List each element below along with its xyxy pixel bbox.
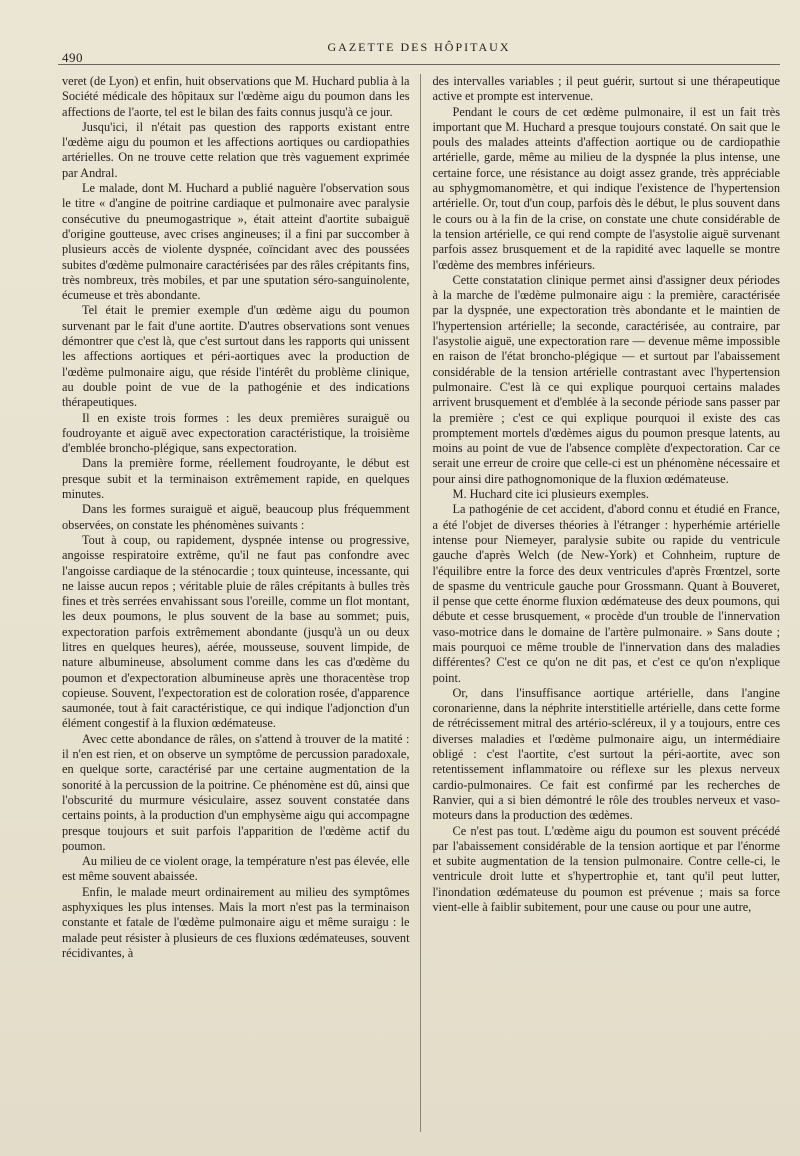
paragraph: Pendant le cours de cet œdème pulmonaire, il est un fait très important que M. Huchard a presque toujours constaté. On sait que le pouls des malades atteints d'affection aortique ou de cardiopathie artérielle, garde, même au milieu de la dyspnée la plus intense, une certaine force, une résistance au doigt assez grande, très appréciable au sphygmomanomètre, et qui indique l'existence de l'hypertension artérielle. Or, tout d'un coup, parfois dès le début, le plus souvent dans le cours ou à la fin de la crise, on constate une chute considérable de la tension artérielle, ce qui rend compte de l'asystolie aiguë survenant parfois assez brusquement et de la rapidité avec laquelle se montre l'œdème des membres inférieurs. xyxy=(432,104,780,272)
paragraph: Au milieu de ce violent orage, la température n'est pas élevée, elle est même souvent abaissée. xyxy=(62,854,410,884)
paragraph: Jusqu'ici, il n'était pas question des rapports existant entre l'œdème aigu du poumon et les affections aortiques ou cardiopathies artérielles. On ne trouve cette relation que très vaguement exprimée par Andral. xyxy=(62,119,410,180)
page-header xyxy=(58,38,780,65)
running-title: GAZETTE DES HÔPITAUX xyxy=(327,40,511,54)
paragraph: Tel était le premier exemple d'un œdème aigu du poumon survenant par le fait d'une aortite. D'autres observations sont venues démontrer que c'est là, que c'est surtout dans les rapports qui unissent les affections aortiques et péri-aortiques avec la production de l'œdème pulmonaire aigu, que réside l'intérêt du problème clinique, au double point de vue de la pathogénie et des indications thérapeutiques. xyxy=(62,303,410,410)
paragraph: Ce n'est pas tout. L'œdème aigu du poumon est souvent précédé par l'abaissement considérable de la tension aortique et par l'énorme et subite augmentation de la tension pulmonaire. Contre celle-ci, le ventricule droit lutte et s'hypertrophie et, tant qu'il peut lutter, l'inondation œdémateuse du poumon est prévenue ; mais sa force vient-elle à faiblir subitement, pour une cause ou pour une autre, xyxy=(432,823,780,915)
right-column xyxy=(433,74,781,1132)
paragraph: Tout à coup, ou rapidement, dyspnée intense ou progressive, angoisse respiratoire extrême, qu'il ne faut pas confondre avec l'angoisse cardiaque de la sténocardie ; toux quinteuse, incessante, qui ne laisse aucun repos ; véritable pluie de râles crépitants à bulles très fines et très serrées envahissant sous l'oreille, comme un flot montant, les deux poumons, le plus souvent de la base au sommet; puis, expectoration parfois extrêmement abondante (jusqu'à un ou deux litres en quelques heures), aérée, mousseuse, souvent limpide, de nature albumineuse, absolument comme dans les cas d'œdème du poumon et d'expectoration albumineuse après une thoracentèse trop copieuse. Souvent, l'expectoration est de coloration rosée, d'apparence saumonée, tout à fait caractéristique, ce qui indique l'adjonction d'un élément congestif à la fluxion œdémateuse. xyxy=(62,532,410,731)
paragraph: Dans la première forme, réellement foudroyante, le début est presque subit et la terminaison extrêmement rapide, en quelques minutes. xyxy=(62,456,410,502)
paragraph: Enfin, le malade meurt ordinairement au milieu des symptômes asphyxiques les plus intenses. Mais la mort n'est pas la terminaison constante et fatale de l'œdème pulmonaire aigu et même suraigu : le malade peut résister à plusieurs de ces fluxions œdémateuses, souvent récidivantes, à xyxy=(62,884,410,960)
paragraph: La pathogénie de cet accident, d'abord connu et étudié en France, a été l'objet de diverses théories à l'étranger : hyperhémie artérielle intense pour Niemeyer, paralysie subite ou rapide du ventricule gauche d'après Welch (de New-York) et Cohnheim, rupture de l'équilibre entre la force des deux ventricules d'après Frœntzel, sorte de spasme du ventricule gauche pour Grossmann. Quant à Bouveret, il pense que cette énorme fluxion œdémateuse des deux poumons, qui débute et cesse brusquement, « procède d'un trouble de l'innervation vaso-motrice dans le domaine de l'artère pulmonaire. » Sans doute ; mais pourquoi ce même trouble de l'innervation dans des maladies différentes? C'est ce qu'on ne dit pas, et c'est ce qu'on n'explique point. xyxy=(432,502,780,685)
paragraph: Avec cette abondance de râles, on s'attend à trouver de la matité : il n'en est rien, et on observe un symptôme de percussion paradoxale, en quelque sorte, caractérisé par une certaine augmentation de la sonorité à la percussion de la poitrine. Ce phénomène est dû, ainsi que l'obscurité du murmure vésiculaire, assez souvent constatée dans certains points, à la production d'un emphysème aigu qui accompagne presque toujours et suit parfois l'apparition de l'œdème actif du poumon. xyxy=(62,731,410,853)
left-column xyxy=(62,74,421,1132)
paragraph: Cette constatation clinique permet ainsi d'assigner deux périodes à la marche de l'œdème pulmonaire aigu : la première, caractérisée par la dyspnée, une expectoration très abondante et le maintien de l'hypertension artérielle; la seconde, caractérisée, au contraire, par l'asystolie aiguë, une expectoration rare — devenue même impossible en raison de l'état broncho-plégique — et surtout par l'abaissement considérable de la tension artérielle contrastant avec l'hypertension pulmonaire. C'est là ce qui explique pourquoi certains malades arrivent brusquement et d'emblée à la seconde période sans passer par la première ; c'est ce qui explique pourquoi il existe des cas promptement mortels d'œdèmes aigus du poumon presque latents, au moins au point de vue de l'absence complète d'expectoration. Car ce serait une erreur de croire que celle-ci est un phénomène nécessaire et pour ainsi dire pathognomonique de la fluxion œdémateuse. xyxy=(432,272,780,486)
paragraph: Il en existe trois formes : les deux premières suraiguë ou foudroyante et aiguë avec expectoration caractéristique, la troisième d'emblée broncho-plégique, sans expectoration. xyxy=(62,410,410,456)
article-columns xyxy=(62,74,780,1132)
paragraph: Dans les formes suraiguë et aiguë, beaucoup plus fréquemment observées, on constate les phénomènes suivants : xyxy=(62,502,410,532)
paragraph: Or, dans l'insuffisance aortique artérielle, dans l'angine coronarienne, dans la néphrite interstitielle artérielle, dans cette forme de rétrécissement mitral des artério-scléreux, il y a toujours, entre ces diverses maladies et l'œdème pulmonaire aigu, un intermédiaire obligé : c'est l'aortite, c'est surtout la péri-aortite, avec son retentissement inflammatoire ou réflexe sur les plexus nerveux cardio-pulmonaires. Ce fait est confirmé par les recherches de Ranvier, qui a si bien démontré le rôle des troubles nerveux et vaso-moteurs dans la production des œdèmes. xyxy=(432,685,780,823)
paragraph: des intervalles variables ; il peut guérir, surtout si une thérapeutique active et prompte est intervenue. xyxy=(432,74,780,104)
page-number: 490 xyxy=(62,50,83,65)
paragraph: Le malade, dont M. Huchard a publié naguère l'observation sous le titre « d'angine de poitrine cardiaque et pulmonaire avec paralysie consécutive du pneumogastrique », était atteint d'aortite subaiguë d'origine goutteuse, avec crises angineuses; il a fini par succomber à plusieurs accès de violente dyspnée, coïncidant avec des poussées subites d'œdème pulmonaire caractérisées par des râles crépitants fins, très nombreux, très mobiles, et par une sputation séro-sanguinolente, écumeuse et très abondante. xyxy=(62,181,410,303)
paragraph: M. Huchard cite ici plusieurs exemples. xyxy=(452,487,649,502)
paragraph: veret (de Lyon) et enfin, huit observations que M. Huchard publia à la Société médicale des hôpitaux sur l'œdème aigu du poumon dans les affections de l'aorte, tel est le bilan des faits connus jusqu'à ce jour. xyxy=(62,74,410,119)
